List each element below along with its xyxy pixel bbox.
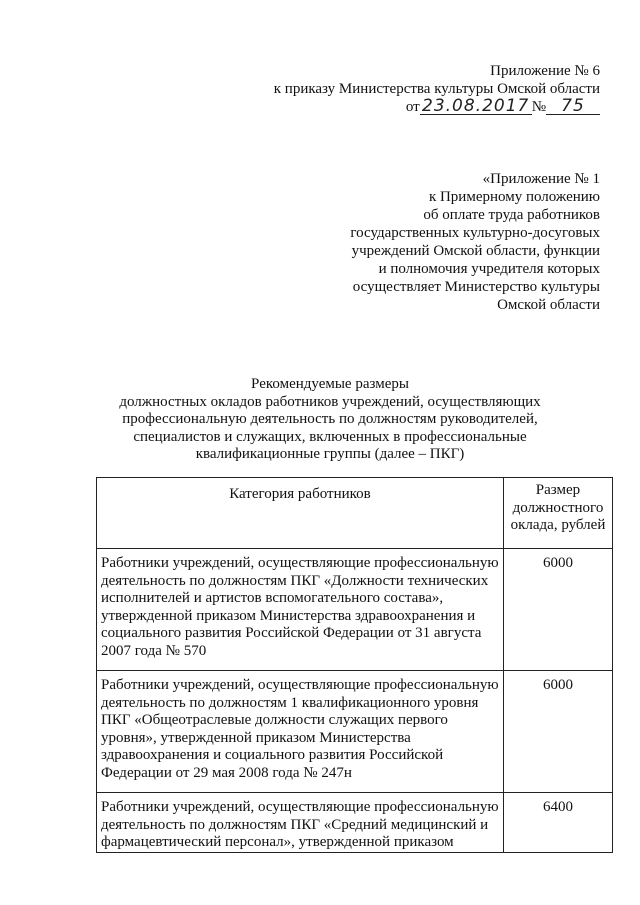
appendix-1-line: «Приложение № 1 [482,171,600,187]
header-size-line: Размер [535,482,581,498]
appendix-1-line: государственных культурно-досуговых [350,225,600,241]
row-line: Федерации от 29 мая 2008 года № 247н [101,764,352,781]
row-line: Работники учреждений, осуществляющие профессиональную [101,799,499,815]
appendix-1-line: и полномочия учредителя которых [378,261,600,277]
from-label: от [405,99,420,115]
appendix-1-header [350,170,600,314]
row-line: деятельность по должностям ПКГ «Должности технических [101,572,489,589]
number-label: № [531,99,546,115]
row-line: деятельность по должностям ПКГ «Средний медицинский и [101,816,489,833]
row-line: деятельность по должностям 1 квалификационного уровня [101,694,479,711]
row-category [97,549,504,671]
row-salary-value: 6000 [503,549,612,671]
row-line: социального развития Российской Федерации от 31 августа [101,625,482,641]
header-size-line: должностного [512,499,604,516]
row-line: 2007 года № 570 [101,642,207,659]
title-line: профессиональную деятельность по должностям руководителей, [122,411,538,427]
title-line: должностных окладов работников учреждений, осуществляющих [119,393,541,410]
row-category [97,671,504,793]
appendix-1-line: учреждений Омской области, функции [351,243,600,259]
appendix-6-subtitle: к приказу Министерства культуры Омской области [273,81,600,97]
row-line: Работники учреждений, осуществляющие профессиональную [101,555,499,571]
row-line: исполнителей и артистов вспомогательного состава», [101,590,444,606]
row-salary-value: 6400 [503,793,612,853]
handwritten-date: 23.08.2017 [420,98,532,115]
row-line: утвержденной приказом Министерства здравоохранения и [101,607,476,624]
table-header-row [97,478,613,549]
title-line: квалификационные группы (далее – ПКГ) [195,446,465,462]
row-line: уровня», утвержденной приказом Министерства [101,729,411,746]
appendix-1-line: об оплате труда работников [423,207,600,223]
table-row [97,549,613,671]
title-line: специалистов и служащих, включенных в профессиональные [133,428,527,445]
header-size-line: оклада, рублей [510,517,606,533]
row-category [97,793,504,853]
row-line: Работники учреждений, осуществляющие профессиональную [101,677,499,693]
row-line: ПКГ «Общеотраслевые должности служащих первого [101,712,448,728]
order-date-number [406,98,600,116]
handwritten-number: 75 [546,98,600,115]
row-line: здравоохранения и социального развития Российской [101,747,444,763]
row-line: фармацевтический персонал», утвержденной приказом [101,834,454,850]
appendix-1-line: осуществляет Министерство культуры [352,279,600,295]
appendix-1-line: Омской области [497,297,600,313]
title-line: Рекомендуемые размеры [251,376,409,392]
appendix-6-header [274,62,600,116]
table-row [97,671,613,793]
document-title [100,376,560,464]
appendix-1-line: к Примерному положению [428,189,600,205]
salary-table [96,477,613,853]
header-salary-size [503,478,612,549]
table-row [97,793,613,853]
header-category: Категория работников [97,478,504,549]
row-salary-value: 6000 [503,671,612,793]
appendix-6-title: Приложение № 6 [490,63,600,79]
